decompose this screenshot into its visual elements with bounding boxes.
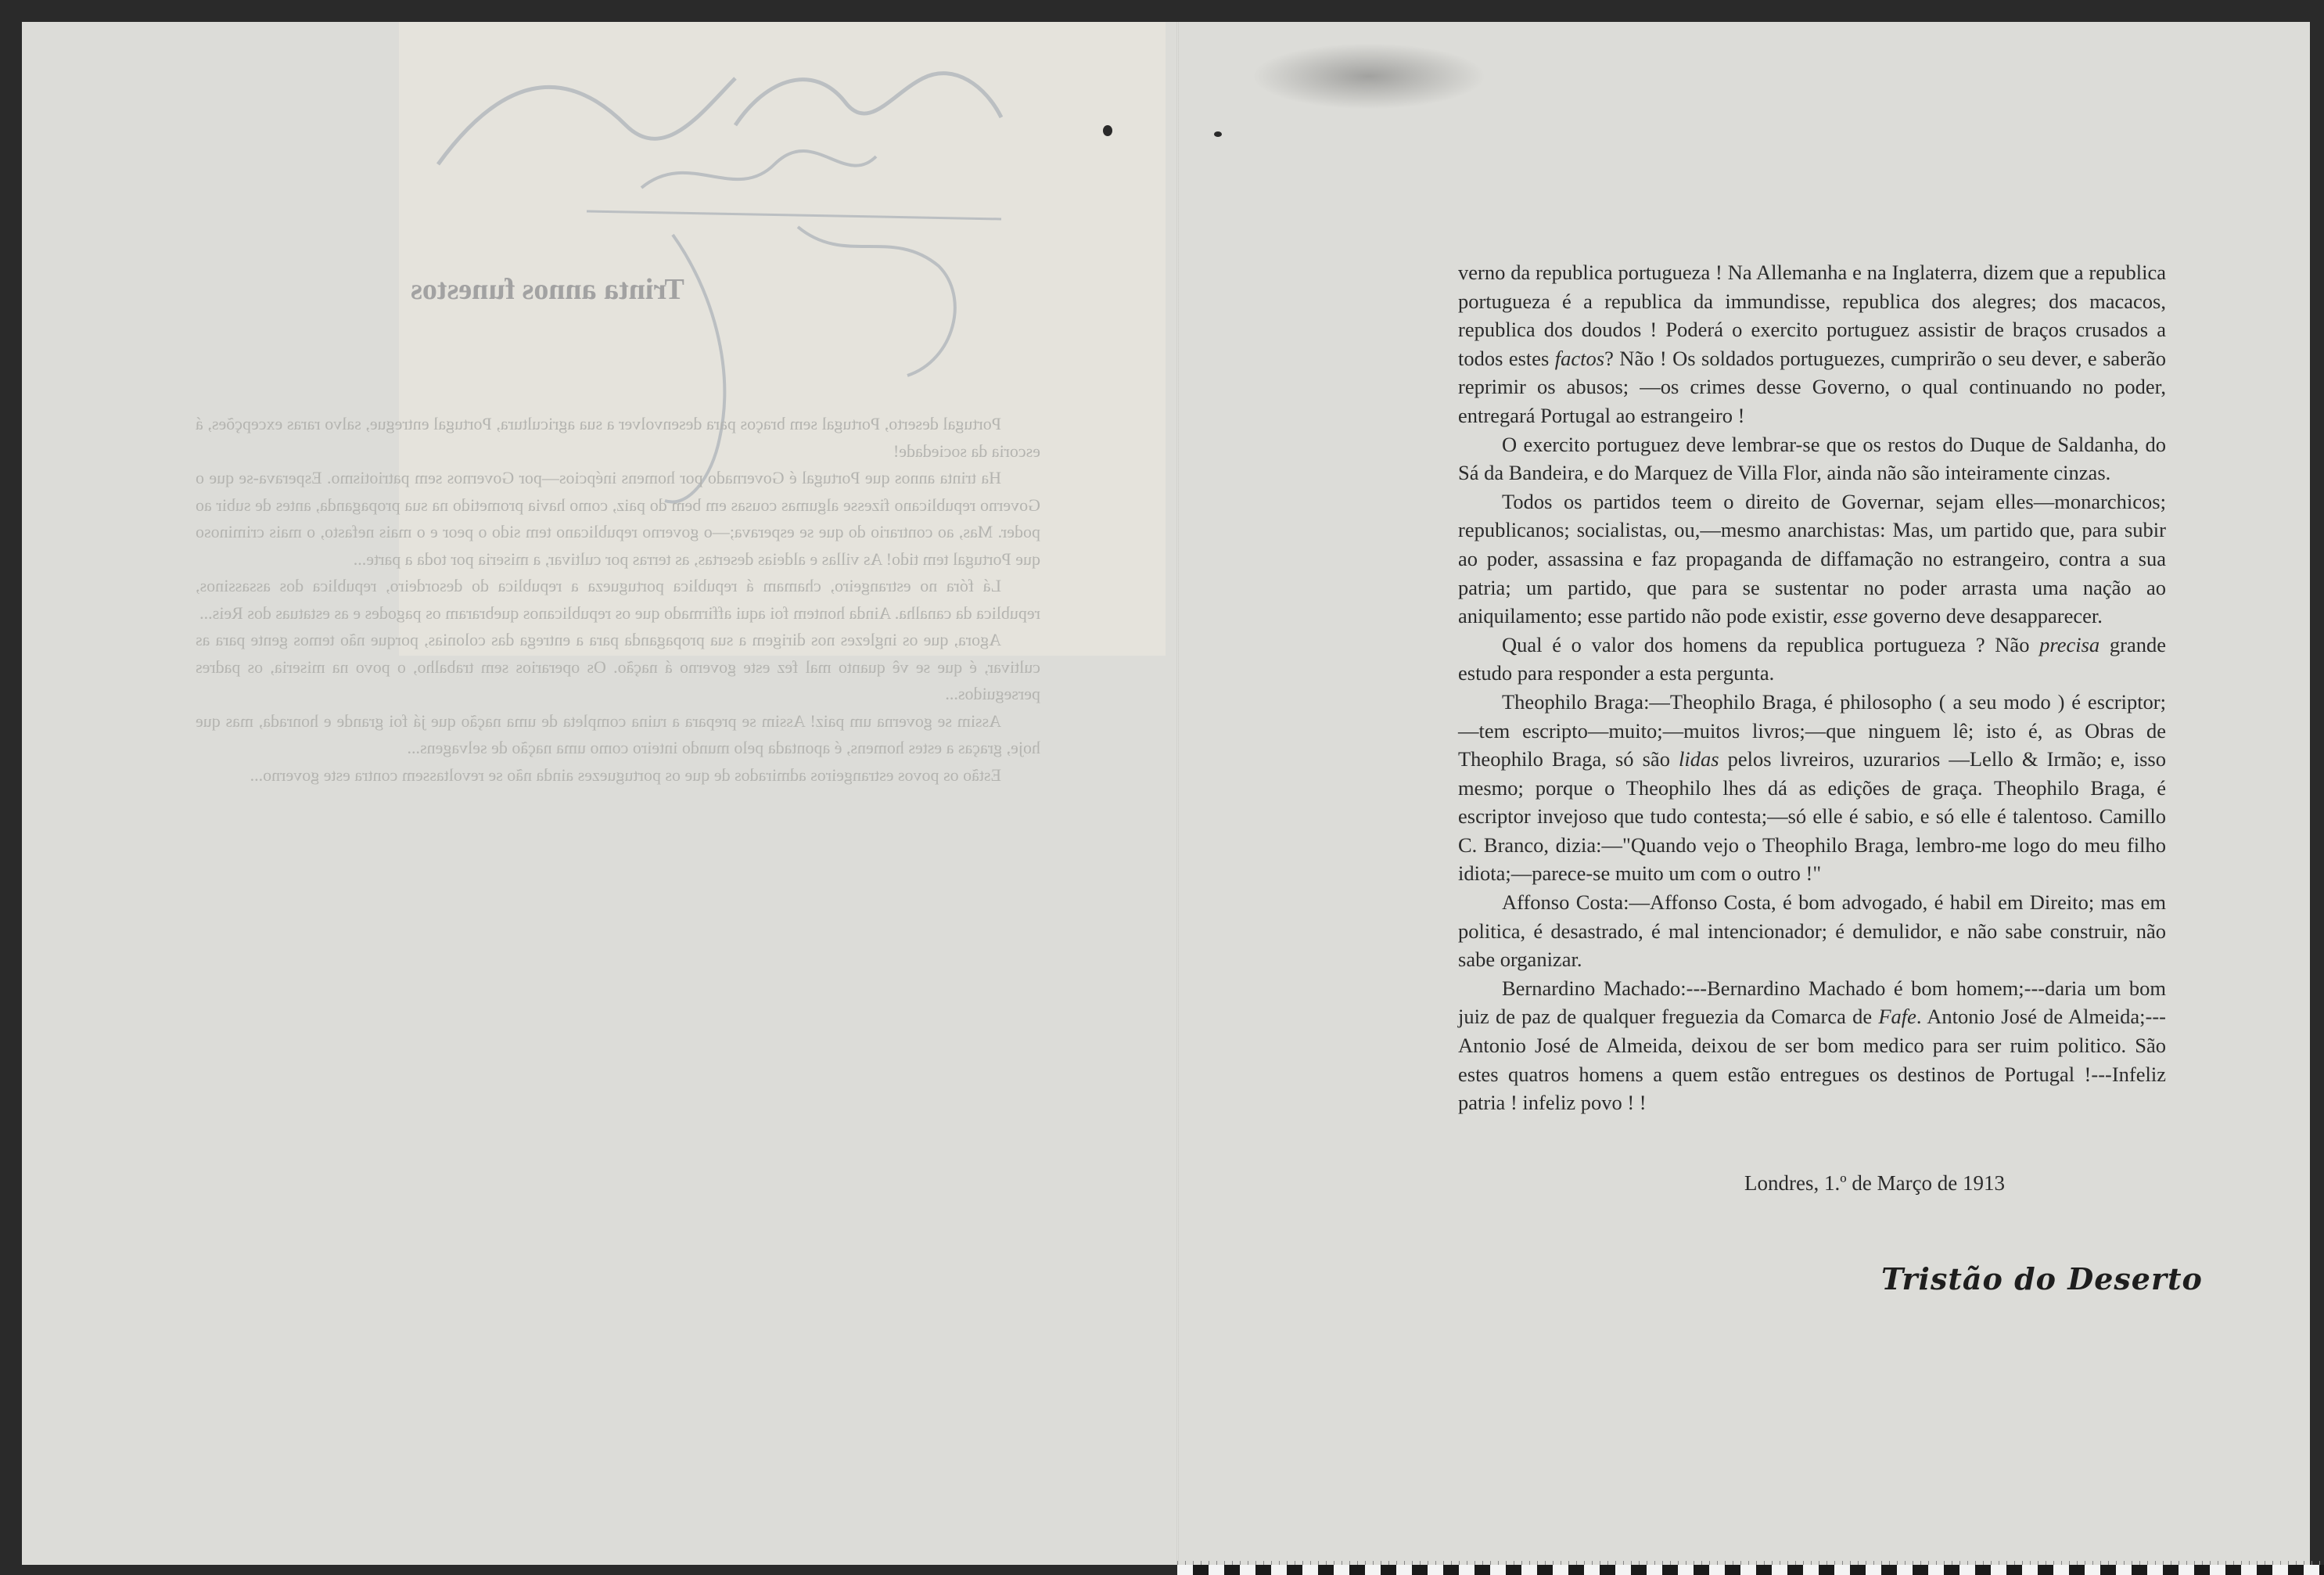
- letter-paragraph: [1458, 258, 2166, 430]
- bleed-through-paragraph: Assim se governa um paiz! Assim se prepara a ruina completa de uma nação que já foi grande e honrada, mas que hoje, graças a estes homens, é apontada pelo mundo inteiro como uma nação de selvagens...: [196, 710, 1040, 757]
- letter-paragraph: [1458, 487, 2166, 631]
- letter-paragraph: [1458, 688, 2166, 888]
- emphasized-word: lidas: [1679, 747, 1719, 771]
- page-fold: [1176, 22, 1179, 1565]
- bleed-through-body: [196, 411, 1040, 1326]
- paragraph-text: Todos os partidos teem o direito de Governar, sejam elles—monarchicos; republicanos; socialistas, ou,—mesmo anarchistas: Mas, um partido que, para subir ao poder, assassina e faz propaganda de diffamação no estrangeiro, contra a sua patria; um partido, que para se sustentar no poder arrasta uma nação ao aniquilamento; esse partido não pode existir,: [1458, 489, 2166, 628]
- paragraph-text: O exercito portuguez deve lembrar-se que os restos do Duque de Saldanha, do Sá da Bandeira, e do Marquez de Villa Flor, ainda não são inteiramente cinzas.: [1458, 432, 2166, 485]
- bleed-through-title: Trinta annos funestos: [411, 273, 684, 306]
- bleed-through-paragraph: Portugal deserto, Portugal sem braços para desenvolver a sua agricultura, Portugal entregue, salvo raras excepções, á escoria da sociedade!: [196, 414, 1040, 461]
- paragraph-text: governo deve desapparecer.: [1867, 604, 2103, 628]
- emphasized-word: Fafe: [1878, 1005, 1916, 1029]
- emphasized-word: factos: [1554, 346, 1605, 370]
- ink-spot: [1103, 125, 1112, 136]
- paragraph-text: Qual é o valor dos homens da republica portugueza ? Não: [1502, 632, 2040, 656]
- paragraph-text: pelos livreiros, uzurarios —Lello & Irmão; e, isso mesmo; porque o Theophilo lhes dá as edições de graça. Theophilo Braga, é escriptor invejoso que tudo contesta;—só elle é sabio, e só elle é talentoso. Camillo C. Branco, dizia:—"Quando vejo o Theophilo Braga, lembro-me logo do meu filho idiota;—parece-se muito um com o outro !": [1458, 747, 2166, 886]
- scale-ruler: [1177, 1565, 2324, 1575]
- letter-paragraph: [1458, 974, 2166, 1117]
- paragraph-text: grande estudo para responder a esta pergunta.: [1458, 632, 2166, 685]
- letter-paragraph: [1458, 888, 2166, 974]
- bleed-through-paragraph: Ha trinta annos que Portugal é Governado por homens inépcios—por Governos sem patriotismo. Esperava-se que o Governo republicano fizesse algumas cousas em bem do paiz, como havia prometido na sua propaganda, antes de subir ao poder. Mas, ao contrario do que se esperava;—o governo republicano tem sido o peor e o mais nefasto, o mais criminoso que Portugal tem tido! As villas e aldeias desertas, as terras por cultivar, a miseria por toda a parte...: [196, 468, 1040, 569]
- letter-paragraph: [1458, 430, 2166, 487]
- emphasized-word: precisa: [2039, 632, 2100, 656]
- ink-spot: [1214, 131, 1222, 137]
- paragraph-text: verno da republica portugueza ! Na Allemanha e na Inglaterra, dizem que a republica portugueza é a republica da immundisse, republica dos alegres; dos macacos, republica dos doudos ! Poderá o exercito portuguez assistir de braços crusados a todos estes: [1458, 261, 2166, 370]
- paragraph-text: Bernardino Machado:---Bernardino Machado é bom homem;---daria um bom juiz de paz de qualquer freguezia da Comarca de: [1458, 976, 2166, 1029]
- bleed-through-paragraph: Lá fóra no estrangeiro, chamam á republica portugueza a republica do desordeiro, republica dos assassinos, republica da canalha. Ainda hontem foi aqui affirmado que os republicanos quebraram os pagodes e as estatuas dos Reis...: [196, 576, 1040, 623]
- ink-smudge: [1252, 43, 1486, 110]
- bleed-through-paragraph: Agora, que os inglezes nos dirigem a sua propaganda para a entrega das colonias, porque não temos gente para as cultivar, é que se vê quanto mal fez este governo á nação. Os operarios sem trabalho, o povo na miseria, os padres perseguidos...: [196, 630, 1040, 703]
- date-line: Londres, 1.º de Março de 1913: [1744, 1171, 2006, 1195]
- signature: Tristão do Deserto: [1881, 1261, 2203, 1296]
- emphasized-word: esse: [1833, 604, 1868, 628]
- paragraph-text: . Antonio José de Almeida;---Antonio José de Almeida, deixou de ser bom medico para ser ruim politico. São estes quatros homens a quem estão entregues os destinos de Portugal !---Infeliz patria ! infeliz povo ! !: [1458, 1005, 2166, 1115]
- paragraph-text: ? Não ! Os soldados portuguezes, cumprirão o seu dever, e saberão reprimir os abusos; —os crimes desse Governo, o qual continuando no poder, entregará Portugal ao estrangeiro !: [1458, 346, 2166, 427]
- letter-paragraph: [1458, 631, 2166, 688]
- paragraph-text: Affonso Costa:—Affonso Costa, é bom advogado, é habil em Direito; mas em politica, é desastrado, é mal intencionador; é demulidor, e não sabe construir, não sabe organizar.: [1458, 890, 2166, 972]
- bleed-through-paragraph: Estão os povos estrangeiros admirados de que os portuguezes ainda não se revoltassem contra este governo...: [250, 764, 1001, 785]
- paragraph-text: Theophilo Braga:—Theophilo Braga, é philosopho ( a seu modo ) é escriptor;—tem escripto—muito;—muitos livros;—que ninguem lê; isto é, as Obras de Theophilo Braga, só são: [1458, 689, 2166, 771]
- letter-text: [1458, 258, 2166, 1117]
